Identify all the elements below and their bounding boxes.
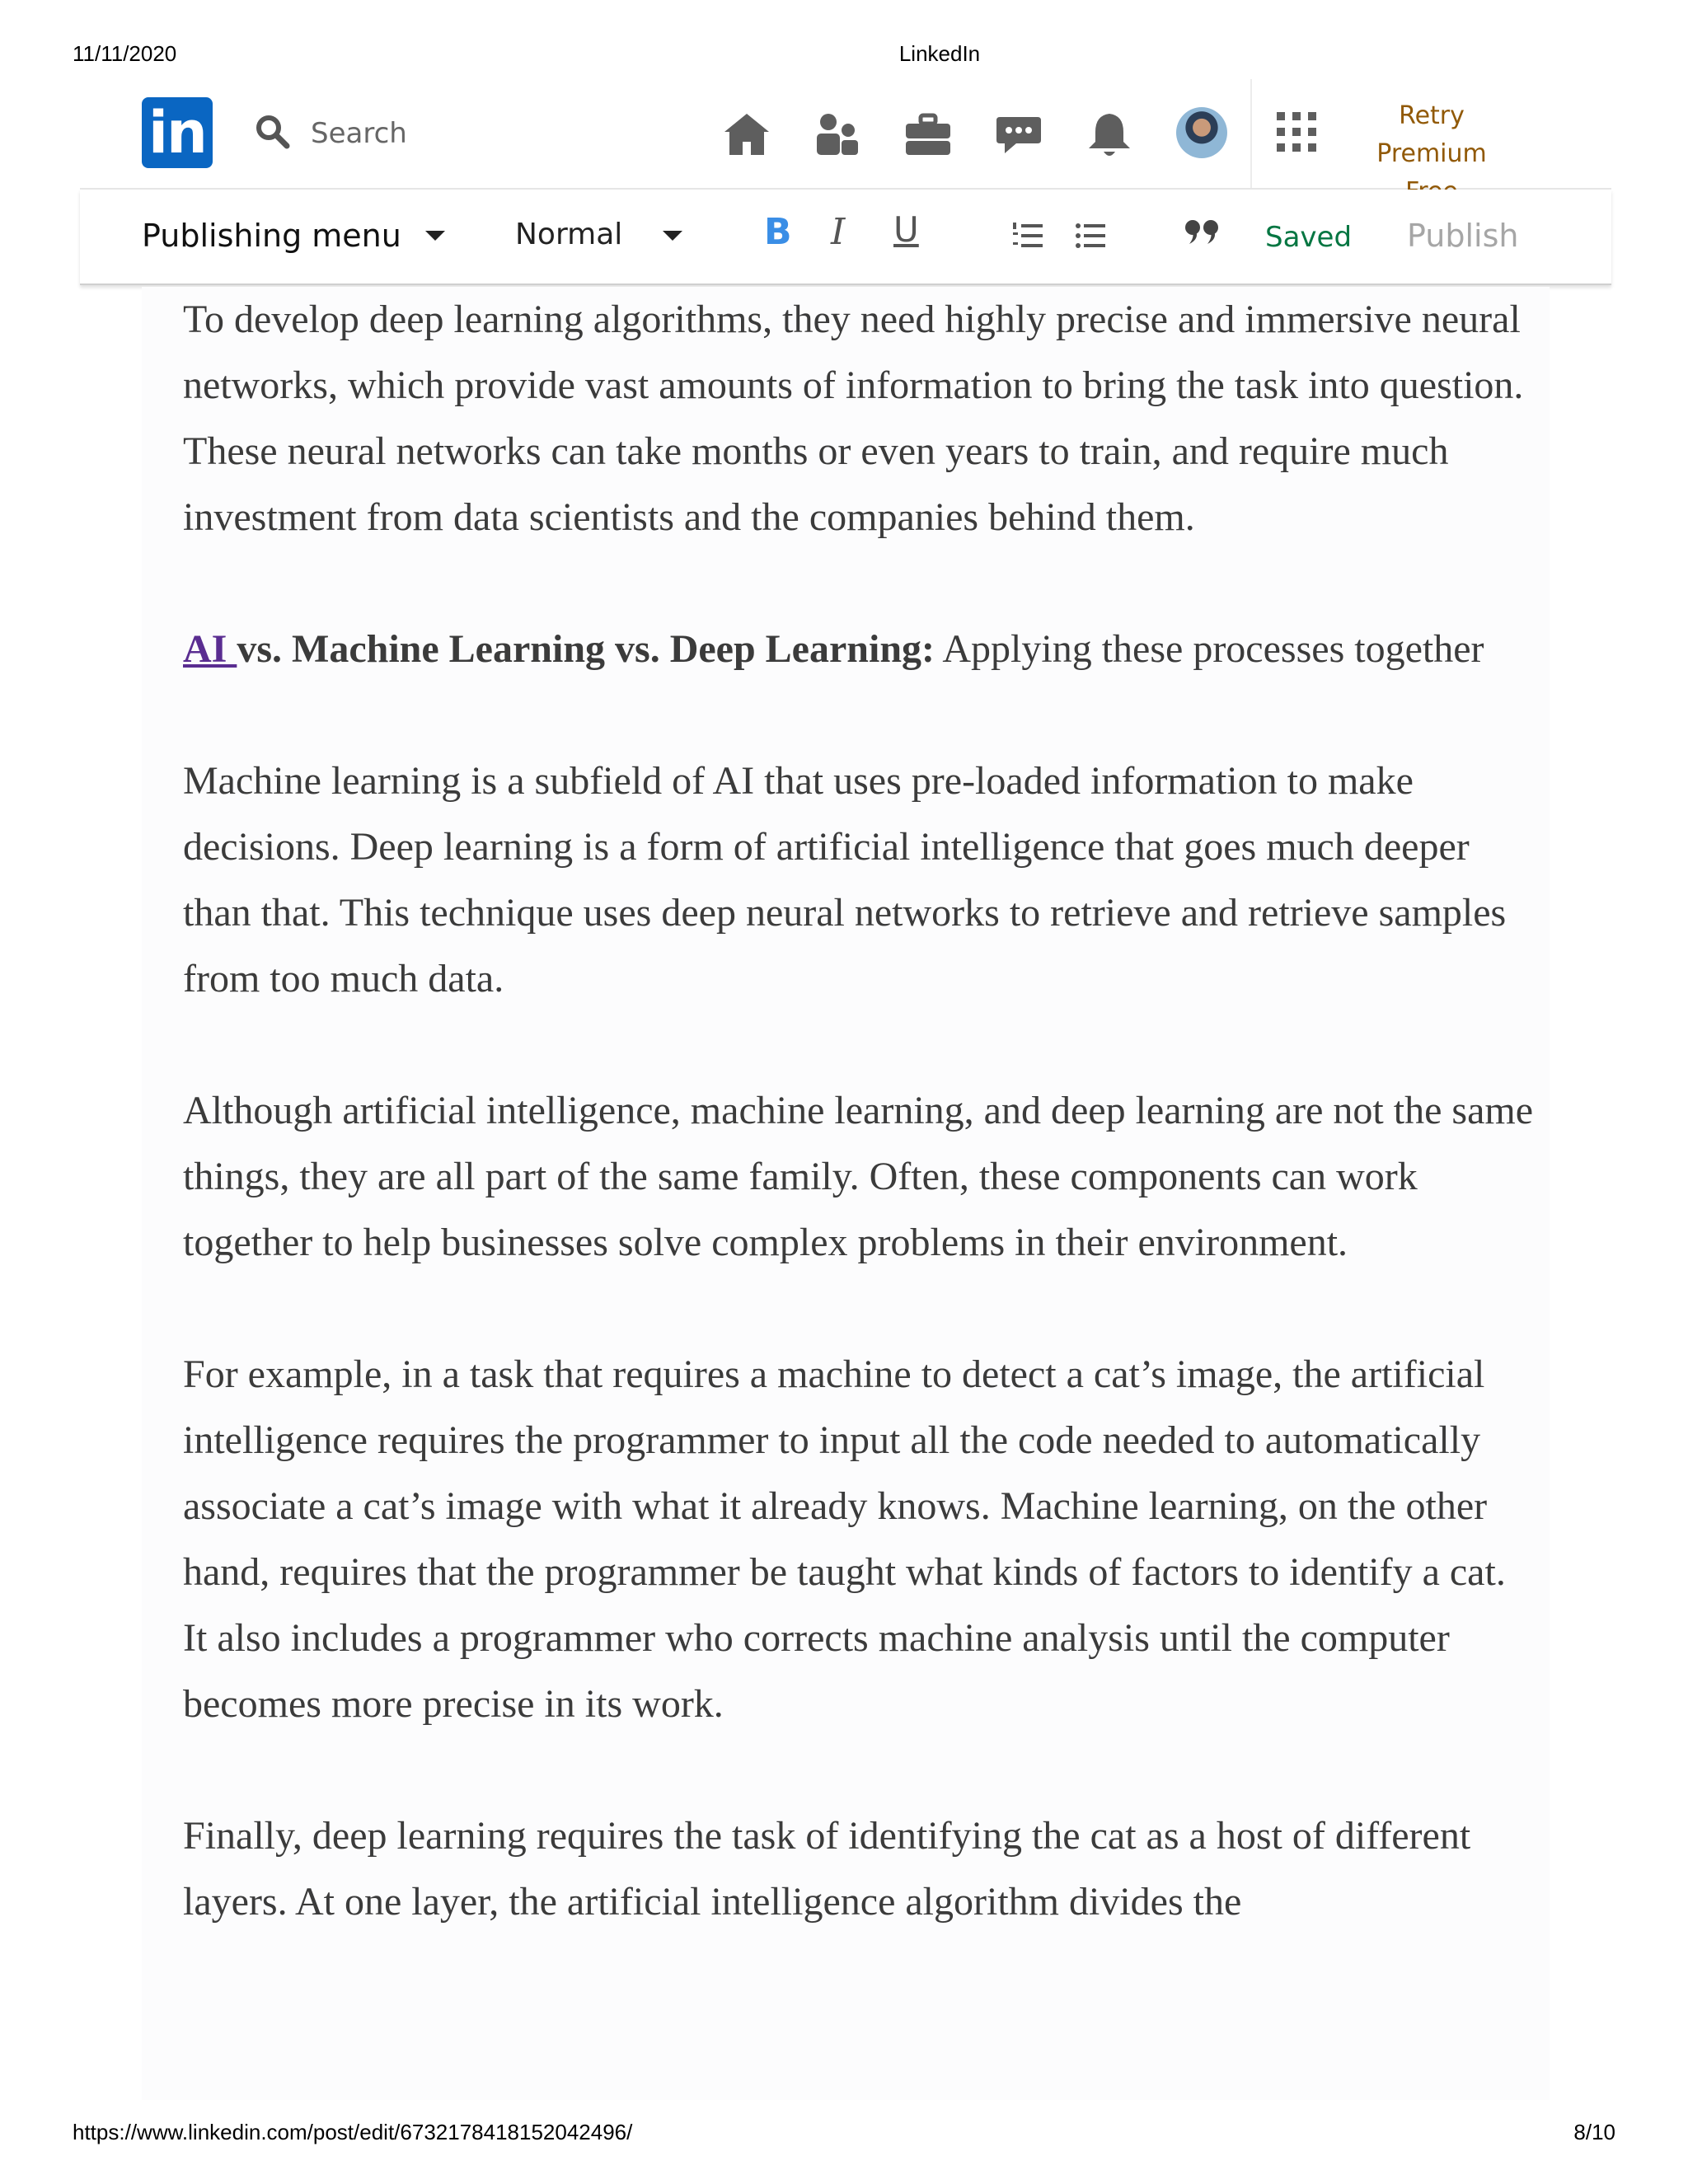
chevron-down-icon[interactable] [661, 229, 684, 242]
print-title: LinkedIn [898, 41, 981, 66]
subheading-rest: Applying these processes together [935, 627, 1484, 671]
print-page-number: 8/10 [1573, 2120, 1615, 2144]
publishing-toolbar [80, 190, 1611, 285]
publishing-menu-button[interactable]: Publishing menu [142, 218, 401, 254]
publish-button[interactable]: Publish [1407, 218, 1519, 254]
linkedin-app [80, 79, 1611, 2107]
text-style-select[interactable]: Normal [515, 218, 623, 251]
my-network-icon[interactable] [812, 109, 863, 160]
saved-status: Saved [1265, 221, 1353, 254]
article-paragraph: For example, in a task that requires a machine to detect a cat’s image, the artificial intelligence requires the programmer to input all the code needed to automatically associate a cat’s image with what it already knows. Machine learning, on the other hand, requires that the programmer be taught what kinds of factors to identify a cat. It also includes a programmer who corrects machine analysis until the computer becomes more precise in its work. [183, 1352, 1506, 1726]
article-subheading [183, 616, 1535, 682]
subheading-bold: vs. Machine Learning vs. Deep Learning: [237, 627, 935, 671]
underline-button[interactable]: U [893, 209, 919, 250]
print-date: 11/11/2020 [73, 41, 177, 66]
profile-avatar[interactable] [1176, 107, 1227, 158]
bold-button[interactable]: B [764, 211, 792, 253]
search-icon [255, 114, 291, 150]
article-paragraph: To develop deep learning algorithms, they need highly precise and immersive neural networks, which provide vast amounts of information to bring the task into question. These neural networks can take months or even years to train, and require much investment from data scientists and the companies behind them. [183, 298, 1524, 539]
premium-line1: Retry Premium [1376, 101, 1487, 168]
top-navbar [80, 79, 1611, 190]
jobs-icon[interactable] [903, 109, 954, 160]
linkedin-logo[interactable] [142, 97, 213, 168]
home-icon[interactable] [721, 109, 772, 160]
quote-icon[interactable] [1184, 219, 1221, 244]
apps-grid-icon[interactable] [1275, 110, 1318, 153]
search-placeholder: Search [311, 117, 407, 150]
notifications-icon[interactable] [1084, 109, 1135, 160]
article-paragraph: Machine learning is a subfield of AI that uses pre-loaded information to make decisions. Deep learning is a form of artificial intelligence that goes much deeper than that. This technique uses deep neural networks to retrieve and retrieve samples from too much data. [183, 759, 1507, 1001]
bulleted-list-icon[interactable] [1076, 221, 1105, 251]
article-paragraph: Finally, deep learning requires the task of identifying the cat as a host of different layers. At one layer, the artificial intelligence algorithm divides the [183, 1814, 1471, 1924]
nav-divider [1250, 79, 1252, 188]
logo-text: in [148, 99, 206, 166]
italic-button[interactable]: I [831, 211, 846, 253]
article-body[interactable] [183, 287, 1535, 2001]
numbered-list-icon[interactable] [1013, 221, 1043, 251]
article-editor[interactable] [142, 287, 1550, 2100]
article-paragraph: Although artificial intelligence, machine learning, and deep learning are not the same things, they are all part of the same family. Often, these components can work together to help businesses solve complex problems in their environment. [183, 1089, 1534, 1264]
search-box[interactable] [255, 109, 584, 158]
ai-link[interactable]: AI [183, 627, 237, 671]
messaging-icon[interactable] [993, 109, 1044, 160]
chevron-down-icon[interactable] [424, 229, 447, 242]
print-url: https://www.linkedin.com/post/edit/6732178418152042496/ [73, 2120, 633, 2144]
